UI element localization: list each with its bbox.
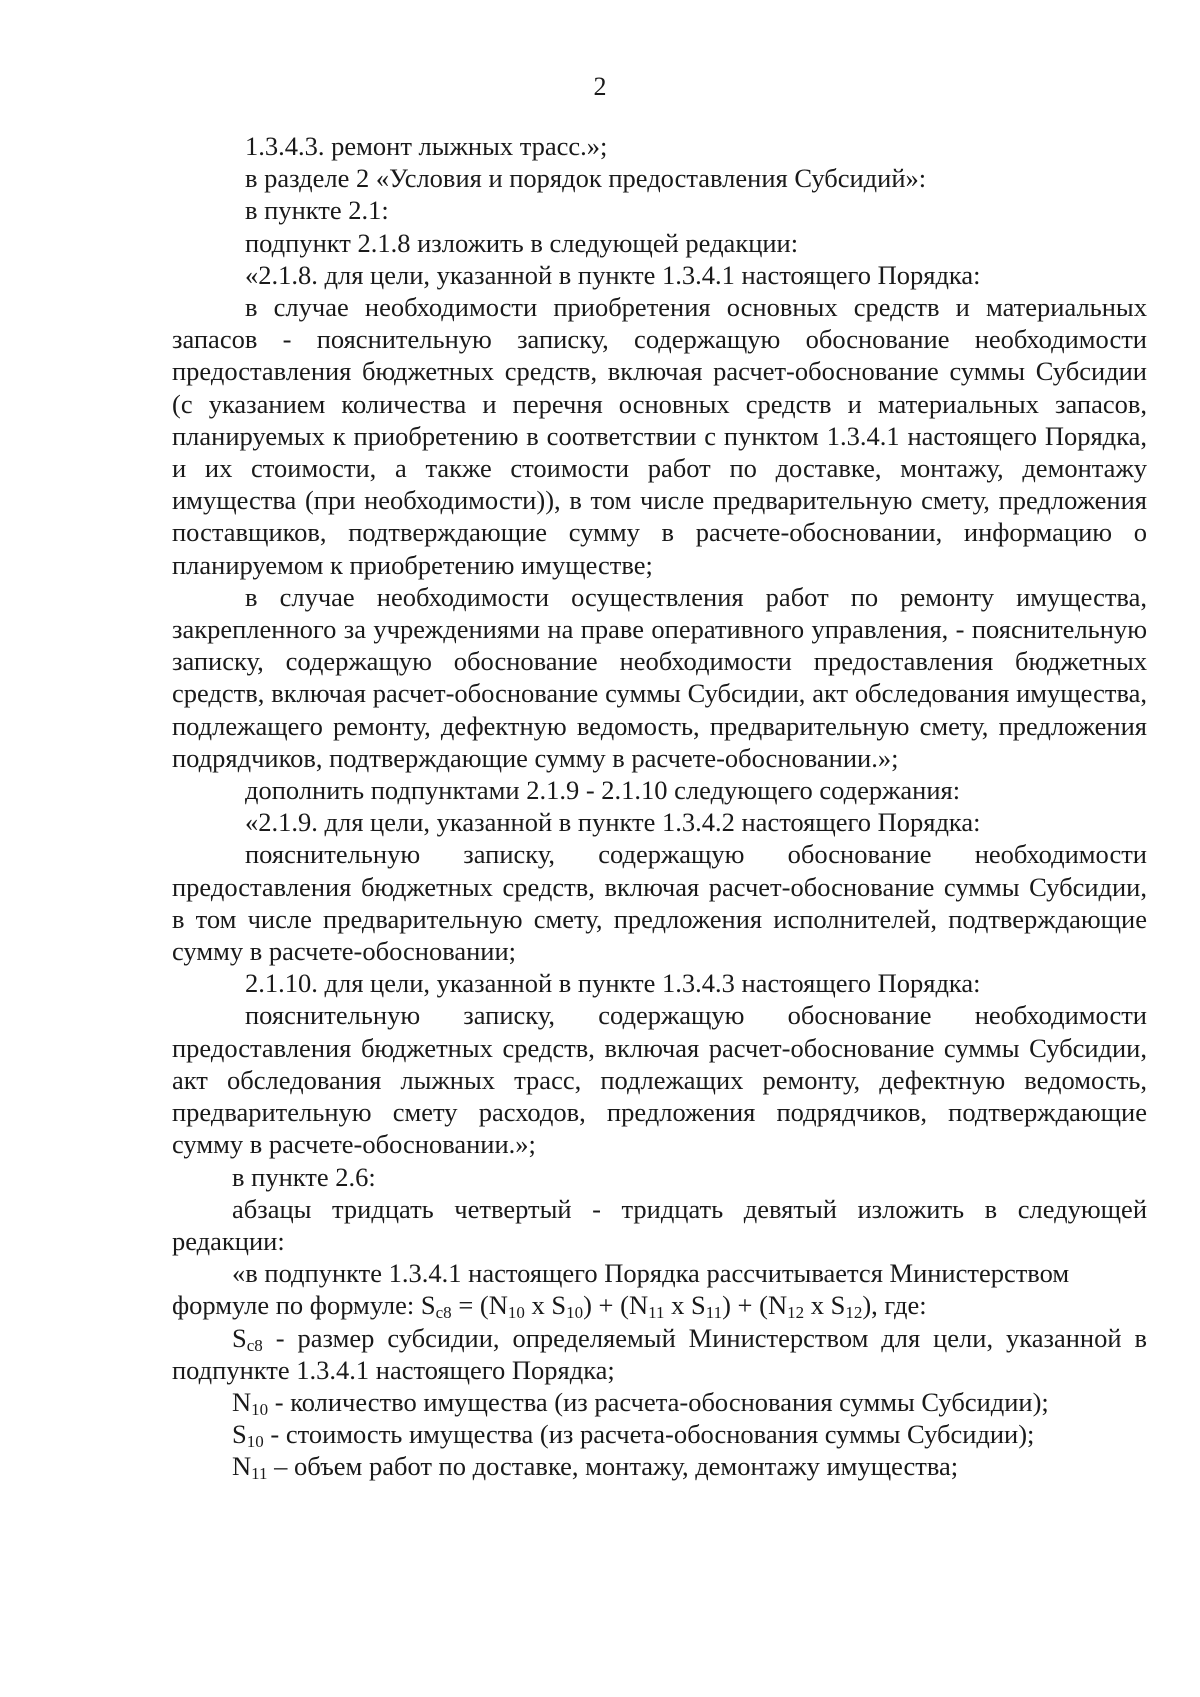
- formula-sub-n12: 12: [787, 1303, 805, 1323]
- formula-plus1: ) + (: [583, 1290, 629, 1321]
- formula-tail: ), где:: [862, 1290, 927, 1321]
- formula-sub-s10: 10: [566, 1303, 584, 1323]
- formula-eq: = (: [451, 1290, 489, 1321]
- def-text-sc8: - размер субсидии, определяемый Министерством для цели, указанной в подпункте 1.3.4.1 настоящего Порядка;: [172, 1322, 1147, 1385]
- def-sub-c8: с8: [246, 1335, 263, 1355]
- def-symbol-n11: N: [232, 1451, 252, 1482]
- formula-s10: S: [551, 1290, 567, 1321]
- formula-x2: x: [664, 1290, 691, 1321]
- paragraph-8: дополнить подпунктами 2.1.9 - 2.1.10 следующего содержания:: [245, 775, 961, 806]
- def-symbol-s: S: [232, 1322, 247, 1353]
- definition-n10: [172, 1386, 1147, 1418]
- formula-sub-n11: 11: [648, 1303, 665, 1323]
- def-text-n11: – объем работ по доставке, монтажу, демонтажу имущества;: [267, 1451, 959, 1482]
- paragraph-5: «2.1.8. для цели, указанной в пункте 1.3.4.1 настоящего Порядка:: [245, 259, 981, 290]
- formula-sub-s11: 11: [705, 1303, 723, 1323]
- formula-sub-c8: с8: [435, 1303, 452, 1323]
- formula-s: S: [420, 1290, 436, 1321]
- paragraph-4: подпункт 2.1.8 изложить в следующей редакции:: [245, 227, 799, 258]
- paragraph-1: 1.3.4.3. ремонт лыжных трасс.»;: [245, 131, 608, 161]
- formula-n11: N: [628, 1290, 649, 1321]
- paragraph-7: в случае необходимости осуществления работ по ремонту имущества, закрепленного за учреждениями на праве оперативного управления, - пояснительную записку, содержащую обоснование необходимости предоставления бюджетных средств, включая расчет-обоснование суммы Субсидии, акт обследования имущества, подлежащего ремонту, дефектную ведомость, предварительную смету, предложения подрядчиков, подтверждающие сумму в расчете-обосновании.»;: [172, 581, 1147, 773]
- paragraph-14: абзацы тридцать четвертый - тридцать девятый изложить в следующей редакции:: [172, 1193, 1147, 1256]
- formula-x3: x: [804, 1290, 831, 1321]
- def-text-s10: - стоимость имущества (из расчета-обоснования суммы Субсидии);: [263, 1419, 1035, 1450]
- formula-line: [172, 1289, 1147, 1321]
- paragraph-15: «в подпункте 1.3.4.1 настоящего Порядка рассчитывается Министерством: [232, 1258, 1070, 1289]
- formula-s11: S: [690, 1290, 706, 1321]
- formula-x1: x: [524, 1290, 552, 1321]
- formula-s12: S: [830, 1290, 846, 1321]
- paragraph-2: в разделе 2 «Условия и порядок предоставления Субсидий»:: [245, 163, 927, 194]
- formula-lead: формуле по формуле:: [172, 1290, 421, 1321]
- paragraph-9: «2.1.9. для цели, указанной в пункте 1.3.4.2 настоящего Порядка:: [245, 807, 981, 838]
- paragraph-10: пояснительную записку, содержащую обоснование необходимости предоставления бюджетных средств, включая расчет-обоснование суммы Субсидии, в том числе предварительную смету, предложения исполнителей, подтверждающие сумму в расчете-обосновании;: [172, 839, 1147, 967]
- formula-plus2: ) + (: [722, 1290, 768, 1321]
- paragraph-12: пояснительную записку, содержащую обоснование необходимости предоставления бюджетных средств, включая расчет-обоснование суммы Субсидии, акт обследования лыжных трасс, подлежащих ремонту, дефектную ведомость, предварительную смету расходов, предложения подрядчиков, подтверждающие сумму в расчете-обосновании.»;: [172, 1000, 1147, 1160]
- definition-s10: [172, 1418, 1147, 1450]
- document-body: [172, 130, 1147, 1483]
- definition-n11: [172, 1450, 1147, 1482]
- formula-sub-n10: 10: [507, 1303, 525, 1323]
- formula-n10: N: [488, 1290, 508, 1321]
- def-text-n10: - количество имущества (из расчета-обоснования суммы Субсидии);: [268, 1386, 1049, 1417]
- formula-sub-s12: 12: [845, 1303, 863, 1323]
- def-sub-n11: 11: [251, 1464, 268, 1484]
- def-sub-n10: 10: [251, 1399, 269, 1419]
- paragraph-3: в пункте 2.1:: [245, 195, 389, 226]
- paragraph-13: в пункте 2.6:: [232, 1161, 376, 1192]
- definition-sc8: [172, 1322, 1147, 1386]
- def-sub-s10: 10: [246, 1432, 264, 1452]
- page-number: 2: [593, 72, 607, 101]
- formula-n12: N: [767, 1290, 788, 1321]
- paragraph-11: 2.1.10. для цели, указанной в пункте 1.3.4.3 настоящего Порядка:: [245, 968, 981, 999]
- paragraph-6: в случае необходимости приобретения основных средств и материальных запасов - пояснительную записку, содержащую обоснование необходимости предоставления бюджетных средств, включая расчет-обоснование суммы Субсидии (с указанием количества и перечня основных средств и материальных запасов, планируемых к приобретению в соответствии с пунктом 1.3.4.1 настоящего Порядка, и их стоимости, а также стоимости работ по доставке, монтажу, демонтажу имущества (при необходимости)), в том числе предварительную смету, предложения поставщиков, подтверждающие сумму в расчете-обосновании, информацию о планируемом к приобретению имуществе;: [172, 292, 1147, 580]
- def-symbol-n10: N: [232, 1386, 252, 1417]
- def-symbol-s10: S: [232, 1419, 247, 1450]
